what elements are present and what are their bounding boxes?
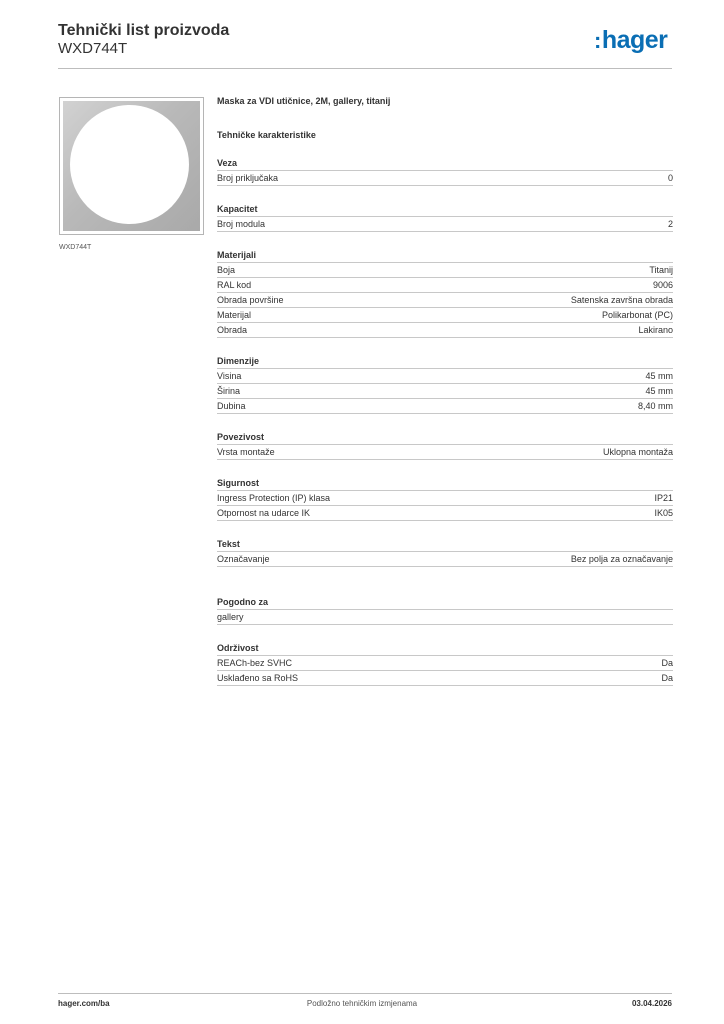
spec-row [217,369,673,384]
spec-row [217,263,673,278]
spec-value: 9006 [652,280,673,290]
spec-row [217,399,673,414]
spec-group-title: Sigurnost [217,478,673,491]
spec-group-title: Pogodno za [217,597,673,610]
spec-row [217,308,673,323]
spec-value: IP21 [654,493,673,503]
spec-row [217,610,673,625]
spec-row [217,293,673,308]
spec-value: Satenska završna obrada [570,295,673,305]
spec-row [217,323,673,338]
footer-website: hager.com/ba [58,999,110,1008]
spec-group-title: Kapacitet [217,204,673,217]
spec-value: Polikarbonat (PC) [601,310,673,320]
cover-opening [70,105,189,224]
spec-sheet [217,96,673,686]
spec-group [217,539,673,567]
spec-group [217,158,673,186]
spec-value: 0 [667,173,673,183]
spec-group [217,204,673,232]
spec-row [217,278,673,293]
page-title: Tehnički list proizvoda [58,22,230,39]
spec-value: Bez polja za označavanje [570,554,673,564]
header-divider [58,68,672,69]
spec-row [217,491,673,506]
spec-row [217,671,673,686]
logo-dots: : [594,28,601,53]
image-caption: WXD744T [59,244,92,251]
spec-groups [217,158,673,686]
spec-group-title: Veza [217,158,673,171]
spec-label: Broj priključaka [217,173,279,183]
spec-value: Uklopna montaža [602,447,673,457]
spec-value: 45 mm [645,386,673,396]
spec-value: Da [661,673,673,683]
spec-row [217,506,673,521]
spec-row [217,445,673,460]
spec-value: 45 mm [645,371,673,381]
spec-label: Širina [217,386,241,396]
spec-group [217,250,673,338]
spec-label: Označavanje [217,554,270,564]
footer-divider [58,993,672,994]
spec-label: REACh-bez SVHC [217,658,293,668]
product-code: WXD744T [58,40,128,57]
spec-title: Tehničke karakteristike [217,130,316,140]
spec-group-title: Materijali [217,250,673,263]
spec-group-title: Održivost [217,643,673,656]
spec-value: IK05 [654,508,673,518]
spec-label: Visina [217,371,242,381]
spec-label: Materijal [217,310,252,320]
spec-label: Obrada površine [217,295,284,305]
spec-group-title: Tekst [217,539,673,552]
spec-group-title: Dimenzije [217,356,673,369]
spec-label: Ingress Protection (IP) klasa [217,493,331,503]
hager-logo [594,28,667,53]
spec-label: Usklađeno sa RoHS [217,673,299,683]
spec-label: Dubina [217,401,246,411]
spec-row [217,384,673,399]
spec-group [217,356,673,414]
footer-date: 03.04.2026 [631,999,672,1008]
product-description: Maska za VDI utičnice, 2M, gallery, titanij [217,96,391,106]
spec-group [217,643,673,686]
product-image [59,97,204,235]
spec-group [217,597,673,625]
spec-group-title: Povezivost [217,432,673,445]
spec-label: Otpornost na udarce IK [217,508,311,518]
spec-group [217,432,673,460]
spec-value: Lakirano [638,325,673,335]
footer-note: Podložno tehničkim izmjenama [306,999,418,1008]
spec-value: Titanij [649,265,673,275]
spec-value: 2 [667,219,673,229]
spec-value: Da [661,658,673,668]
spec-row [217,217,673,232]
spec-label: Broj modula [217,219,266,229]
spec-label: Obrada [217,325,248,335]
spec-row [217,171,673,186]
spec-label: RAL kod [217,280,252,290]
spec-label: gallery [217,612,244,622]
spec-row [217,656,673,671]
spec-group [217,478,673,521]
spec-label: Boja [217,265,236,275]
logo-text: hager [601,26,668,54]
spec-value: 8,40 mm [637,401,673,411]
spec-label: Vrsta montaže [217,447,275,457]
spec-row [217,552,673,567]
